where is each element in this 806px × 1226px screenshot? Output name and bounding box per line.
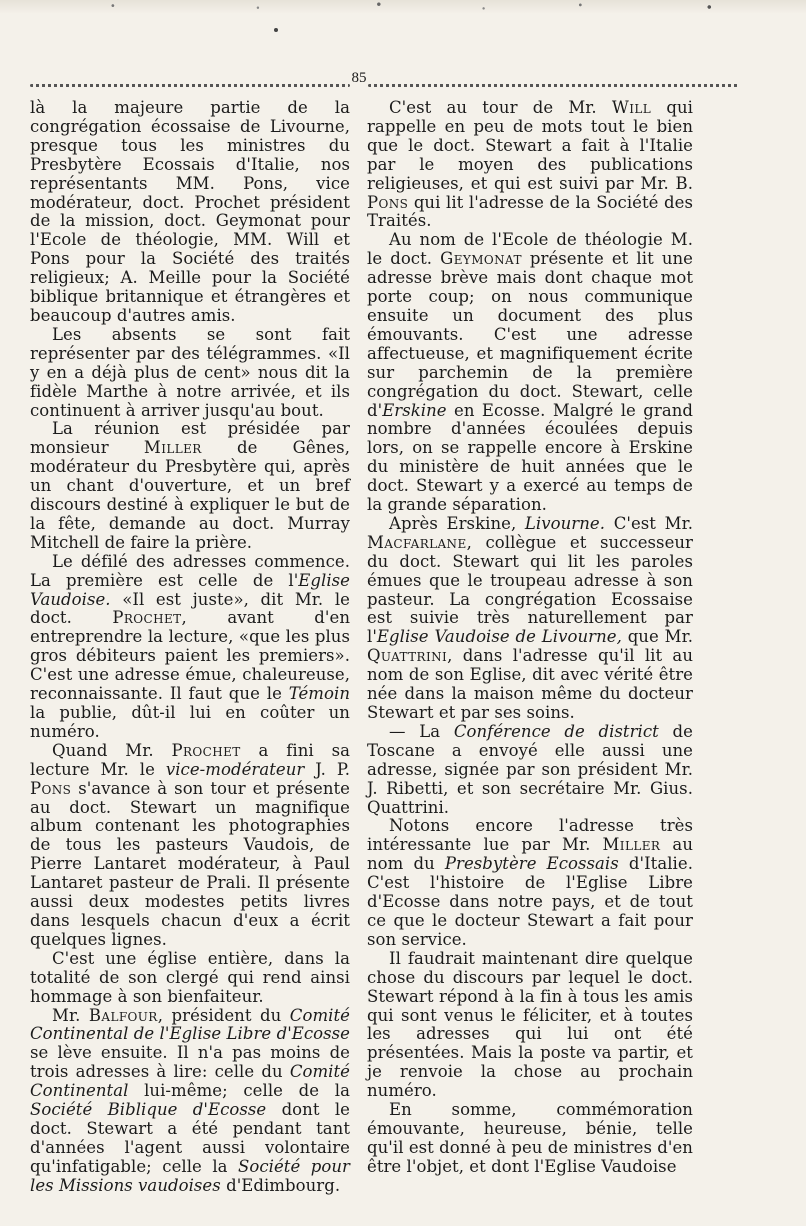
paragraph <box>30 553 350 742</box>
text-run: En somme, commémoration émouvante, heureuse, bénie, telle qu'il est donné à peu de ministres d'en être l'objet, et dont l'Eglise Vaudoise <box>367 1100 693 1176</box>
text-run: J. P. <box>304 759 350 779</box>
text-run: lui-même; celle de la <box>128 1081 350 1101</box>
text-run: La réunion est présidée par monsieur <box>30 419 350 458</box>
small-caps-name: Pons <box>367 192 409 212</box>
scan-top-edge <box>0 0 806 14</box>
text-run: de Toscane a envoyé elle aussi une adresse, signée par son président Mr. J. Ribetti, et son secrétaire Mr. Gius. Quattrini. <box>367 721 693 817</box>
text-run: en Ecosse. Malgré le grand nombre d'années écoulées depuis lors, on se rappelle encore à Erskine du ministère de huit années que le doct. Stewart y a exercé au temps de la grande séparation. <box>367 400 693 515</box>
text-run: qui lit l'adresse de la Société des Traités. <box>367 192 693 231</box>
italic-text: Eglise Vaudoise. <box>30 570 350 609</box>
text-run: présente et lit une adresse brève mais dont chaque mot porte coup; on nous communique ensuite un document des plus émouvants. C'est une adresse affectueuse, et magnifiquement écrite sur parchemin de la première congrégation du doct. Stewart, celle d' <box>367 249 693 420</box>
paragraph <box>30 99 350 326</box>
text-run: d'Italie. C'est l'histoire de l'Eglise Libre d'Ecosse dans notre pays, et de tout ce que le docteur Stewart a fait pour son service. <box>367 854 693 949</box>
italic-text: Témoin <box>288 684 350 704</box>
italic-text: Société Biblique d'Ecosse <box>30 1100 267 1120</box>
page-header <box>30 70 778 92</box>
text-run: s'avance à son tour et présente au doct. Stewart un magnifique album contenant les photographies de tous les pasteurs Vaudois, de Pierre Lantaret modérateur, à Paul Lantaret pasteur de Prali. Il présente aussi deux modestes petits livres dans lesquels chacun d'eux a écrit quelques lignes. <box>30 778 350 949</box>
text-run: qui rappelle en peu de mots tout le bien que le doct. Stewart a fait à l'Italie par le moyen des publications religieuses, et qui est suivi par Mr. B. <box>367 98 693 193</box>
italic-text: Livourne. <box>524 513 606 533</box>
italic-text: Société pour les Missions vaudoises <box>30 1156 350 1195</box>
text-run: C'est Mr. <box>605 513 694 533</box>
text-run: dont le doct. Stewart a été pendant tant d'années l'agent aussi volontaire qu'infatigable; celle la <box>30 1100 350 1176</box>
text-run: Le défilé des adresses commence. La première est celle de l' <box>30 551 350 590</box>
small-caps-name: Geymonat <box>440 249 522 269</box>
text-run: au nom du <box>367 835 693 874</box>
text-run: , collègue et successeur du doct. Stewart qui lit les paroles émues que le troupeau adresse à son pasteur. La congrégation Ecossaise est suivie très naturellement par l' <box>367 532 693 647</box>
italic-text: Conférence de district <box>453 721 659 741</box>
small-caps-name: Miller <box>602 835 661 855</box>
italic-text: vice-modérateur <box>165 759 305 779</box>
italic-text: Erskine <box>382 400 447 420</box>
paragraph <box>367 515 693 723</box>
paragraph <box>367 950 693 1101</box>
paragraph <box>30 1007 350 1196</box>
italic-text: Comité Continental <box>30 1062 350 1101</box>
small-caps-name: Pons <box>30 778 72 798</box>
italic-text: Comité Continental de l'Eglise Libre d'Ecosse <box>30 1005 350 1044</box>
text-run: C'est au tour de Mr. <box>389 98 612 117</box>
italic-text: Presbytère Ecossais <box>444 854 619 874</box>
text-run: Notons encore l'adresse très intéressante lue par Mr. <box>367 816 693 855</box>
small-caps-name: Prochet <box>112 608 182 628</box>
paragraph <box>30 950 350 1007</box>
text-run: Il faudrait maintenant dire quelque chose du discours par lequel le doct. Stewart répond à la fin à tous les amis qui sont venus le féliciter, et à toutes les adresses qui lui ont été présentées. Mais la poste va partir, et je renvoie la chose au prochain numéro. <box>367 948 693 1101</box>
paragraph <box>30 742 350 950</box>
text-run: que Mr. <box>621 627 693 647</box>
text-run: Quand Mr. <box>52 740 172 760</box>
ink-speck <box>274 28 278 32</box>
text-run: Après Erskine, <box>389 513 525 533</box>
paragraph <box>367 99 693 231</box>
small-caps-name: Miller <box>143 438 202 458</box>
right-column <box>367 99 693 1177</box>
italic-text: Eglise Vaudoise de Livourne, <box>376 627 622 647</box>
paragraph <box>30 326 350 421</box>
text-run: se lève ensuite. Il n'a pas moins de trois adresses à lire: celle du <box>30 1043 350 1082</box>
text-run: Mr. <box>52 1005 89 1025</box>
paragraph <box>367 723 693 818</box>
small-caps-name: Will <box>611 98 652 117</box>
header-rule-right <box>368 84 738 87</box>
text-run: la publie, dût-il lui en coûter un numéro. <box>30 703 350 741</box>
text-run: Les absents se sont fait représenter par des télégrammes. «Il y en a déjà plus de cent» nous dit la fidèle Marthe à notre arrivée, et ils continuent à arriver jusqu'au bout. <box>30 324 350 420</box>
text-run: Au nom de l'Ecole de théologie M. le doct. <box>367 230 693 269</box>
text-run: de Gênes, modérateur du Presbytère qui, après un chant d'ouverture, et un bref discours destiné à expliquer le but de la fête, demande au doct. Murray Mitchell de faire la prière. <box>30 438 350 552</box>
paragraph <box>30 420 350 552</box>
text-run: C'est une église entière, dans la totalité de son clergé qui rend ainsi hommage à son bienfaiteur. <box>30 948 350 1006</box>
left-column <box>30 99 350 1196</box>
paragraph <box>367 231 693 515</box>
text-run: , dans l'adresse qu'il lit au nom de son Eglise, dit avec vérité être née dans la maison même du docteur Stewart et par ses soins. <box>367 646 693 722</box>
page-number: 85 <box>351 70 367 86</box>
paragraph <box>367 1101 693 1177</box>
paragraph <box>367 817 693 949</box>
text-run: d'Edimbourg. <box>220 1175 341 1195</box>
text-run: là la majeure partie de la congrégation écossaise de Livourne, presque tous les ministres du Presbytère Ecossais d'Italie, nos représentants MM. Pons, vice modérateur, doct. Prochet président de la mission, doct. Geymonat pour l'Ecole de théologie, MM. Will et Pons pour la Société des traités religieux; A. Meille pour la Société biblique britannique et étrangères et beaucoup d'autres amis. <box>30 98 350 325</box>
small-caps-name: Quattrini <box>367 646 448 666</box>
small-caps-name: Macfarlane <box>367 532 467 552</box>
small-caps-name: Prochet <box>171 740 241 760</box>
header-rule-left <box>30 84 350 87</box>
small-caps-name: Balfour <box>88 1005 158 1025</box>
text-run: — La <box>389 721 454 741</box>
text-run: a fini sa lecture Mr. le <box>30 740 350 779</box>
text-run: «Il est juste», dit Mr. le doct. <box>30 589 350 628</box>
text-run: , président du <box>157 1005 290 1025</box>
text-run: , avant d'en entreprendre la lecture, «que les plus gros débiteurs paient les premiers». C'est une adresse émue, chaleureuse, reconnaissante. Il faut que le <box>30 608 350 704</box>
